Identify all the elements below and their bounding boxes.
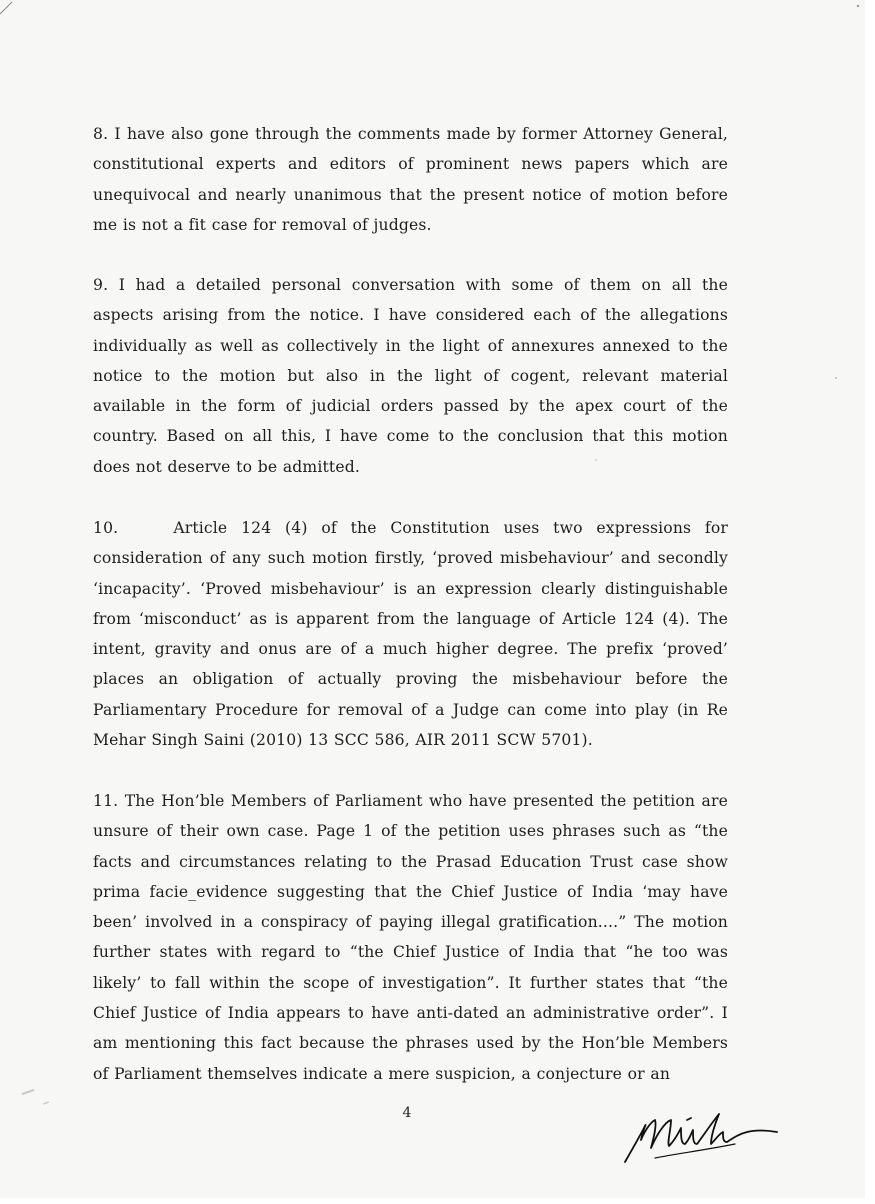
paragraph-8: 8. I have also gone through the comments made by former Attorney General, constitutional experts and editors of prominent news papers which are unequivocal and nearly unanimous that the present notice of motion before me is not a fit case for removal of judges. <box>93 125 728 234</box>
signature-icon <box>615 1100 785 1170</box>
paragraph-9: 9. I had a detailed personal conversation with some of them on all the aspects arising from the notice. I have considered each of the allegations individually as well as collectively in the light of annexures annexed to the notice to the motion but also in the light of cogent, relevant material available in the form of judicial orders passed by the apex court of the country. Based on all this, I have come to the conclusion that this motion does not deserve to be admitted. <box>93 276 728 476</box>
scan-border-right <box>865 0 875 1204</box>
scan-border-bottom <box>0 1198 875 1204</box>
paragraph-11: 11. The Hon’ble Members of Parliament who have presented the petition are unsure of their own case. Page 1 of the petition uses phrases such as “the facts and circumstances relating to the Prasad Education Trust case show prima facie_evidence suggesting that the Chief Justice of India ‘may have been’ involved in a conspiracy of paying illegal gratification....” The motion further states with regard to “the Chief Justice of India that “he too was likely’ to fall within the scope of investigation”. It further states that “the Chief Justice of India appears to have anti-dated an administrative order”. I am mentioning this fact because the phrases used by the Hon’ble Members of Parliament themselves indicate a mere suspicion, a conjecture or an <box>93 792 728 1083</box>
page-number: 4 <box>402 1105 412 1121</box>
paragraph-10: 10. Article 124 (4) of the Constitution uses two expressions for consideration of any such motion firstly, ‘proved misbehaviour’ and secondly ‘incapacity’. ‘Proved misbehaviour’ is an expression clearly distinguishable from ‘misconduct’ as is apparent from the language of Article 124 (4). The intent, gravity and onus are of a much higher degree. The prefix ‘proved’ places an obligation of actually proving the misbehaviour before the Parliamentary Procedure for removal of a Judge can come into play (in Re Mehar Singh Saini (2010) 13 SCC 586, AIR 2011 SCW 5701). <box>93 519 728 750</box>
